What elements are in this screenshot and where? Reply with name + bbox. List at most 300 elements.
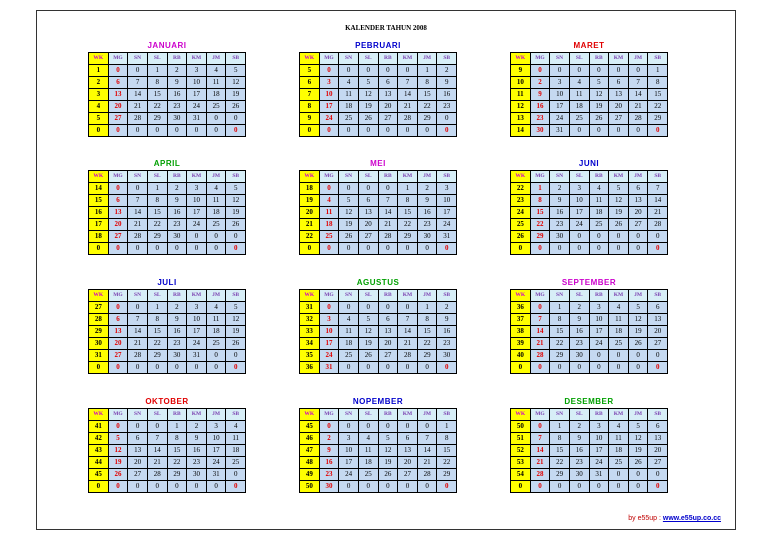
day-cell: 31 [589,469,609,481]
day-cell: 2 [569,302,589,314]
week-row [511,421,668,433]
day-cell: 29 [398,231,418,243]
header-km: KM [609,53,629,65]
day-cell-sunday: 0 [108,65,128,77]
calendar-sheet [36,10,736,530]
header-row [511,290,668,302]
day-cell-sunday: 0 [108,183,128,195]
day-cell: 11 [206,195,226,207]
day-cell: 0 [147,481,167,493]
day-cell: 6 [358,195,378,207]
week-row [89,231,246,243]
week-row [89,338,246,350]
day-cell-sunday: 0 [530,421,550,433]
day-cell: 0 [226,350,246,362]
header-sn: SN [339,53,359,65]
day-cell: 16 [417,207,437,219]
day-cell: 24 [437,219,457,231]
week-row [511,338,668,350]
header-wk: WK [511,409,531,421]
header-rb: RB [589,53,609,65]
day-cell: 0 [609,481,629,493]
day-cell: 0 [128,362,148,374]
day-cell: 5 [358,77,378,89]
day-cell: 18 [569,101,589,113]
day-cell: 0 [206,350,226,362]
day-cell: 19 [589,101,609,113]
header-mg: MG [319,409,339,421]
day-cell: 12 [226,77,246,89]
day-cell: 0 [206,481,226,493]
day-cell: 0 [147,243,167,255]
day-cell: 0 [417,362,437,374]
day-cell: 17 [569,207,589,219]
day-cell: 0 [609,231,629,243]
day-cell: 7 [128,314,148,326]
week-row [89,113,246,125]
day-cell: 13 [378,326,398,338]
header-sn: SN [550,409,570,421]
day-cell: 16 [167,89,187,101]
day-cell: 18 [339,101,359,113]
header-sb: SB [226,53,246,65]
week-number: 3 [89,89,109,101]
day-cell: 0 [398,481,418,493]
day-cell: 16 [437,89,457,101]
week-row [511,326,668,338]
day-cell-sunday: 28 [530,469,550,481]
week-number: 45 [89,469,109,481]
day-cell: 21 [628,101,648,113]
day-cell: 12 [628,314,648,326]
header-jm: JM [206,290,226,302]
day-cell-sunday: 19 [108,457,128,469]
week-number: 26 [511,231,531,243]
day-cell: 0 [378,421,398,433]
header-mg: MG [108,53,128,65]
header-sb: SB [648,409,668,421]
month-name: PEBRUARI [355,41,401,50]
day-cell: 27 [378,113,398,125]
header-sn: SN [550,171,570,183]
day-cell: 13 [128,445,148,457]
day-cell: 22 [437,457,457,469]
day-cell: 15 [417,326,437,338]
day-cell: 11 [226,433,246,445]
day-cell: 29 [437,469,457,481]
week-number: 13 [511,113,531,125]
day-cell: 8 [550,433,570,445]
week-number: 45 [300,421,320,433]
header-rb: RB [589,171,609,183]
day-cell: 19 [628,445,648,457]
month-name: OKTOBER [145,397,189,406]
week-number: 36 [511,302,531,314]
day-cell: 0 [628,243,648,255]
day-cell: 11 [609,433,629,445]
header-mg: MG [319,290,339,302]
week-row [300,481,457,493]
header-sl: SL [358,290,378,302]
day-cell: 25 [206,101,226,113]
week-row [511,243,668,255]
day-cell: 11 [589,195,609,207]
day-cell: 25 [589,219,609,231]
day-cell-sunday: 7 [530,314,550,326]
day-cell: 19 [358,101,378,113]
week-row [511,125,668,137]
month-table [88,52,246,137]
header-sn: SN [339,409,359,421]
day-cell: 6 [378,77,398,89]
day-cell-sunday: 0 [319,125,339,137]
day-cell: 28 [417,469,437,481]
day-cell: 4 [206,183,226,195]
week-row [511,231,668,243]
day-cell: 20 [378,101,398,113]
day-cell: 12 [378,445,398,457]
header-km: KM [187,53,207,65]
month-table [299,408,457,493]
day-cell: 12 [358,326,378,338]
header-wk: WK [511,53,531,65]
day-cell: 24 [339,469,359,481]
day-cell: 20 [648,445,668,457]
week-row [511,350,668,362]
week-number: 15 [89,195,109,207]
day-cell: 31 [550,125,570,137]
day-cell: 16 [167,207,187,219]
day-cell-sunday: 0 [530,243,550,255]
header-sl: SL [147,409,167,421]
day-cell: 25 [226,457,246,469]
header-row [511,171,668,183]
header-sn: SN [128,290,148,302]
day-cell: 12 [358,89,378,101]
day-cell: 1 [147,65,167,77]
week-number: 9 [511,65,531,77]
day-cell: 0 [358,302,378,314]
day-cell: 9 [437,77,457,89]
day-cell: 24 [589,457,609,469]
day-cell: 20 [358,219,378,231]
header-sl: SL [569,409,589,421]
day-cell: 3 [187,183,207,195]
month-mei [299,158,457,255]
day-cell: 23 [550,219,570,231]
week-number: 22 [511,183,531,195]
week-row [89,65,246,77]
week-number: 0 [89,481,109,493]
month-name: NOPEMBER [352,397,404,406]
week-row [89,207,246,219]
day-cell: 9 [167,195,187,207]
day-cell: 0 [628,481,648,493]
week-row [89,219,246,231]
week-row [89,433,246,445]
week-row [300,77,457,89]
week-number: 44 [89,457,109,469]
day-cell: 18 [226,445,246,457]
day-cell: 23 [417,219,437,231]
header-km: KM [187,171,207,183]
month-name: APRIL [153,159,181,168]
day-cell: 10 [589,314,609,326]
day-cell: 26 [358,350,378,362]
footer-link[interactable]: www.e55up.co.cc [662,515,721,522]
week-number: 39 [511,338,531,350]
day-cell-sunday: 13 [108,207,128,219]
day-cell: 2 [437,65,457,77]
day-cell: 30 [187,469,207,481]
day-cell-sunday: 5 [108,433,128,445]
day-cell: 4 [569,77,589,89]
day-cell: 31 [187,113,207,125]
day-cell: 0 [206,243,226,255]
header-jm: JM [628,171,648,183]
month-januari [88,40,246,137]
day-cell-sunday: 17 [319,101,339,113]
day-cell: 0 [206,113,226,125]
day-cell: 8 [147,195,167,207]
header-wk: WK [300,409,320,421]
week-number: 31 [89,350,109,362]
day-cell: 24 [550,113,570,125]
week-row [511,314,668,326]
day-cell: 9 [167,77,187,89]
day-cell-sunday: 20 [108,219,128,231]
day-cell-sunday: 13 [108,326,128,338]
week-row [511,65,668,77]
day-cell: 13 [358,207,378,219]
day-cell: 0 [417,125,437,137]
week-number: 8 [300,101,320,113]
header-sb: SB [226,171,246,183]
day-cell: 0 [609,243,629,255]
day-cell: 0 [378,65,398,77]
day-cell: 16 [187,445,207,457]
week-number: 48 [300,457,320,469]
day-cell: 13 [648,433,668,445]
week-number: 50 [300,481,320,493]
week-number: 33 [300,326,320,338]
day-cell: 15 [147,89,167,101]
month-desember [510,396,668,493]
day-cell: 0 [358,243,378,255]
day-cell: 0 [226,231,246,243]
day-cell: 12 [339,207,359,219]
header-wk: WK [300,171,320,183]
day-cell: 19 [226,89,246,101]
day-cell: 21 [398,338,418,350]
day-cell: 29 [550,469,570,481]
day-cell: 5 [378,433,398,445]
day-cell-sunday: 13 [108,89,128,101]
day-cell-sunday: 24 [319,113,339,125]
day-cell-sunday: 18 [319,219,339,231]
day-cell: 0 [147,362,167,374]
day-cell: 29 [147,113,167,125]
day-cell-sunday: 27 [108,113,128,125]
week-number: 18 [300,183,320,195]
day-cell: 26 [378,469,398,481]
day-cell-sunday: 28 [530,350,550,362]
day-cell: 0 [648,243,668,255]
day-cell: 19 [378,457,398,469]
day-cell: 2 [437,302,457,314]
header-rb: RB [589,409,609,421]
day-cell: 0 [398,362,418,374]
day-cell: 18 [358,457,378,469]
week-row [89,457,246,469]
day-cell: 23 [167,338,187,350]
day-cell: 2 [187,421,207,433]
day-cell-sunday: 24 [319,350,339,362]
day-cell-sunday: 22 [530,219,550,231]
day-cell: 26 [226,338,246,350]
week-number: 12 [511,101,531,113]
day-cell: 0 [437,125,457,137]
day-cell: 14 [128,326,148,338]
day-cell: 14 [128,207,148,219]
header-wk: WK [89,409,109,421]
week-number: 0 [89,125,109,137]
month-nopember [299,396,457,493]
week-number: 0 [300,125,320,137]
day-cell-sunday: 23 [319,469,339,481]
day-cell: 3 [206,421,226,433]
header-sl: SL [358,171,378,183]
day-cell-sunday: 9 [530,89,550,101]
day-cell: 9 [417,195,437,207]
header-sn: SN [128,409,148,421]
day-cell-sunday: 6 [108,77,128,89]
day-cell: 6 [128,433,148,445]
day-cell: 0 [398,302,418,314]
day-cell: 7 [147,433,167,445]
day-cell-sunday: 1 [530,183,550,195]
day-cell: 20 [648,326,668,338]
day-cell: 0 [589,231,609,243]
day-cell: 14 [417,445,437,457]
header-sl: SL [569,290,589,302]
day-cell: 10 [206,433,226,445]
week-row [300,195,457,207]
week-number: 21 [300,219,320,231]
month-juni [510,158,668,255]
header-km: KM [187,409,207,421]
week-number: 29 [89,326,109,338]
month-name: MARET [573,41,605,50]
week-number: 37 [511,314,531,326]
day-cell-sunday: 23 [530,113,550,125]
week-number: 24 [511,207,531,219]
day-cell-sunday: 0 [108,421,128,433]
day-cell: 0 [437,481,457,493]
day-cell: 12 [226,195,246,207]
day-cell: 0 [339,65,359,77]
day-cell: 6 [609,77,629,89]
day-cell: 10 [589,433,609,445]
header-jm: JM [417,290,437,302]
day-cell: 0 [398,243,418,255]
day-cell: 0 [550,481,570,493]
day-cell-sunday: 9 [319,445,339,457]
day-cell: 22 [417,101,437,113]
day-cell: 22 [648,101,668,113]
week-row [511,457,668,469]
day-cell: 0 [128,183,148,195]
day-cell: 0 [550,65,570,77]
month-table [88,408,246,493]
week-number: 0 [511,481,531,493]
week-number: 43 [89,445,109,457]
day-cell: 31 [437,231,457,243]
week-row [300,362,457,374]
day-cell: 22 [398,219,418,231]
day-cell: 17 [437,207,457,219]
week-number: 51 [511,433,531,445]
day-cell: 17 [589,445,609,457]
header-km: KM [398,171,418,183]
day-cell: 17 [187,326,207,338]
day-cell: 28 [128,350,148,362]
day-cell: 4 [339,314,359,326]
day-cell: 0 [358,421,378,433]
day-cell: 26 [226,101,246,113]
day-cell-sunday: 0 [108,481,128,493]
day-cell: 9 [550,195,570,207]
day-cell-sunday: 0 [319,65,339,77]
header-sl: SL [147,290,167,302]
day-cell: 20 [128,457,148,469]
header-mg: MG [530,53,550,65]
day-cell: 0 [358,362,378,374]
week-number: 25 [511,219,531,231]
day-cell: 0 [339,302,359,314]
day-cell-sunday: 0 [108,125,128,137]
day-cell: 19 [226,207,246,219]
header-sn: SN [339,290,359,302]
day-cell: 0 [339,481,359,493]
week-number: 47 [300,445,320,457]
day-cell: 0 [417,243,437,255]
day-cell: 27 [628,219,648,231]
page-title: KALENDER TAHUN 2008 [345,24,427,32]
week-row [89,101,246,113]
week-number: 42 [89,433,109,445]
week-row [511,469,668,481]
day-cell: 14 [398,89,418,101]
day-cell: 11 [206,77,226,89]
week-row [300,65,457,77]
week-number: 38 [511,326,531,338]
week-number: 6 [300,77,320,89]
day-cell: 0 [147,421,167,433]
day-cell: 0 [589,65,609,77]
day-cell: 4 [339,77,359,89]
week-number: 40 [511,350,531,362]
week-number: 27 [89,302,109,314]
day-cell: 0 [226,243,246,255]
day-cell: 23 [569,457,589,469]
day-cell: 0 [628,65,648,77]
day-cell: 27 [378,350,398,362]
day-cell: 1 [417,65,437,77]
week-number: 5 [300,65,320,77]
day-cell: 0 [589,125,609,137]
header-mg: MG [530,171,550,183]
